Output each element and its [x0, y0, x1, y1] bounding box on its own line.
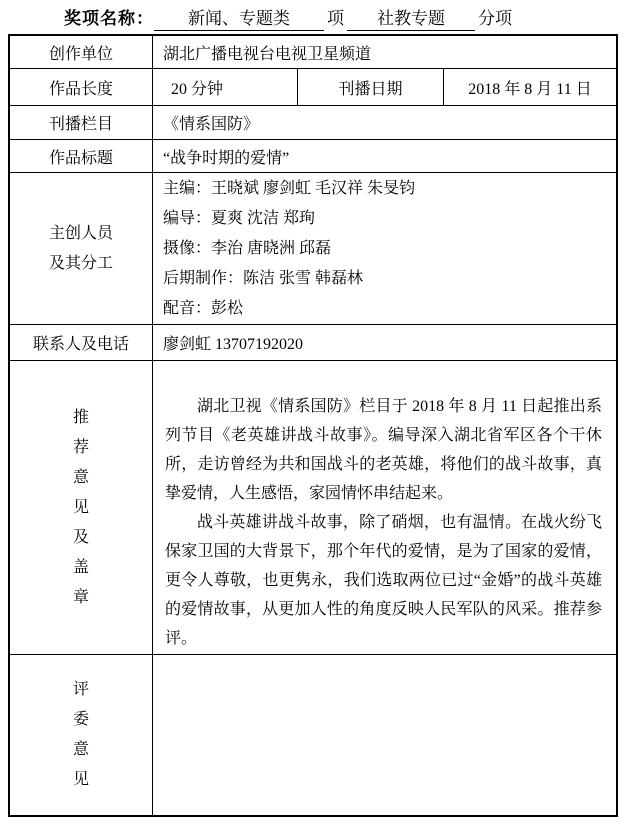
- contact-row: [10, 324, 616, 360]
- jury-label-char: 评: [72, 681, 89, 698]
- work-title-value: “战争时期的爱情”: [152, 140, 616, 172]
- length-date-row: [10, 68, 616, 105]
- jury-label-char: 委: [72, 711, 89, 728]
- work-length-value: 20 分钟: [152, 69, 297, 105]
- broadcast-column-value: 《情系国防》: [152, 106, 616, 139]
- recommendation-label-char: 荐: [72, 438, 89, 456]
- crew-label-line2: 及其分工: [48, 254, 113, 272]
- crew-line-directors: 编导：夏爽 沈洁 郑珣: [163, 209, 316, 227]
- recommendation-label: [10, 361, 152, 654]
- crew-line-camera: 摄像：李治 唐晓洲 邱磊: [163, 239, 332, 257]
- jury-comment-area: [152, 655, 616, 815]
- creation-unit-value: 湖北广播电视台电视卫星频道: [152, 36, 616, 68]
- recommendation-label-char: 盖: [72, 558, 89, 576]
- broadcast-column-label: 刊播栏目: [48, 116, 113, 133]
- broadcast-date-value: 2018 年 8 月 11 日: [443, 69, 616, 105]
- recommendation-label-char: 及: [72, 528, 89, 546]
- recommendation-label-char: 意: [72, 468, 89, 486]
- jury-row: [10, 654, 616, 815]
- creation-unit-label: 创作单位: [48, 45, 113, 63]
- jury-label: [10, 655, 152, 815]
- broadcast-date-label: 刊播日期: [297, 69, 443, 105]
- work-title-label: 作品标题: [48, 149, 113, 167]
- crew-line-chief-editors: 主编：王晓斌 廖剑虹 毛汉祥 朱旻钧: [163, 179, 416, 197]
- recommendation-label-char: 见: [72, 498, 89, 516]
- broadcast-column-row: [10, 105, 616, 139]
- award-subcategory-blank: 社教专题: [347, 7, 475, 31]
- crew-label: [10, 173, 152, 324]
- award-form-table: [8, 34, 618, 817]
- crew-label-line1: 主创人员: [48, 224, 113, 242]
- recommendation-text: [152, 361, 616, 654]
- recommendation-label-char: 章: [72, 588, 89, 606]
- crew-line-voiceover: 配音：彭松: [163, 299, 244, 317]
- contact-label: 联系人及电话: [32, 336, 129, 353]
- award-category-blank: 新闻、专题类: [154, 7, 324, 31]
- jury-label-char: 见: [72, 771, 89, 788]
- subitem-suffix-label: 分项: [478, 9, 512, 28]
- contact-value: 廖剑虹 13707192020: [152, 325, 616, 360]
- crew-list: [152, 173, 616, 324]
- crew-line-post-production: 后期制作：陈洁 张雪 韩磊林: [163, 269, 364, 287]
- award-name-label: 奖项名称：: [64, 9, 154, 28]
- work-length-label: 作品长度: [48, 80, 113, 98]
- work-title-row: [10, 139, 616, 172]
- recommendation-label-char: 推: [72, 408, 89, 426]
- form-title-line: [64, 7, 625, 31]
- recommendation-row: [10, 360, 616, 654]
- creation-unit-row: [10, 36, 616, 68]
- item-suffix-label: 项: [327, 9, 344, 28]
- recommendation-paragraph-1: 湖北卫视《情系国防》栏目于 2018 年 8 月 11 日起推出系列节目《老英雄讲战斗故事》。编导深入湖北省军区各个干休所，走访曾经为共和国战斗的老英雄，将他们的战斗故事，真挚爱情，人生感悟，家园情怀串结起来。: [165, 398, 602, 502]
- jury-label-char: 意: [72, 741, 89, 758]
- crew-row: [10, 172, 616, 324]
- recommendation-paragraph-2: 战斗英雄讲战斗故事，除了硝烟，也有温情。在战火纷飞保家卫国的大背景下，那个年代的爱情，是为了国家的爱情，更令人尊敬，也更隽永，我们选取两位已过“金婚”的战斗英雄的爱情故事，从更加人性的角度反映人民军队的风采。推荐参评。: [165, 514, 602, 647]
